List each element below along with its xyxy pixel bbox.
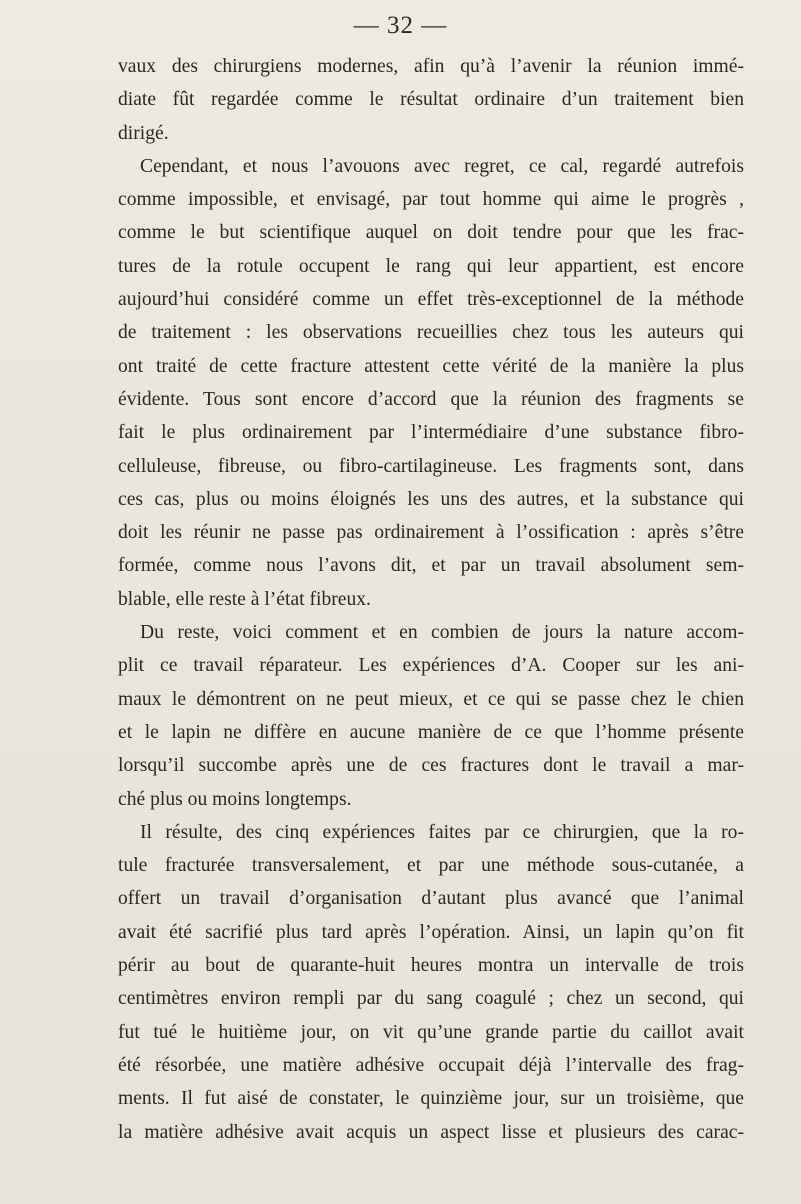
text-line: blable, elle reste à l’état fibreux.	[118, 588, 371, 610]
text-line: vaux des chirurgiens modernes, afin qu’à l’avenir la réunion immé-	[118, 56, 744, 77]
text-line: plit ce travail réparateur. Les expériences d’A. Cooper sur les ani-	[118, 655, 744, 677]
text-line: tures de la rotule occupent le rang qui leur appartient, est encore	[118, 255, 744, 277]
text-line: Il résulte, des cinq expériences faites par ce chirurgien, que la ro-	[140, 821, 744, 843]
text-line: fut tué le huitième jour, on vit qu’une grande partie du caillot avait	[118, 1021, 744, 1043]
text-line: celluleuse, fibreuse, ou fibro-cartilagineuse. Les fragments sont, dans	[118, 455, 744, 477]
text-line: lorsqu’il succombe après une de ces fractures dont le travail a mar-	[118, 755, 744, 777]
text-line: formée, comme nous l’avons dit, et par un travail absolument sem-	[118, 555, 744, 577]
text-line: et le lapin ne diffère en aucune manière de ce que l’homme présente	[118, 721, 744, 743]
text-line: été résorbée, une matière adhésive occupait déjà l’intervalle des frag-	[118, 1054, 744, 1076]
text-line: la matière adhésive avait acquis un aspect lisse et plusieurs des carac-	[118, 1121, 744, 1143]
text-line: ché plus ou moins longtemps.	[118, 788, 352, 810]
page-number: — 32 —	[353, 12, 448, 39]
body-text	[118, 50, 744, 1149]
text-line: centimètres environ rempli par du sang coagulé ; chez un second, qui	[118, 988, 744, 1010]
text-line: maux le démontrent on ne peut mieux, et ce qui se passe chez le chien	[118, 688, 744, 710]
text-line: comme le but scientifique auquel on doit tendre pour que les frac-	[118, 222, 744, 244]
text-line: Du reste, voici comment et en combien de jours la nature accom-	[140, 622, 744, 644]
text-line: de traitement : les observations recueillies chez tous les auteurs qui	[118, 322, 744, 344]
text-line: tule fracturée transversalement, et par une méthode sous-cutanée, a	[118, 855, 744, 877]
text-line: périr au bout de quarante-huit heures montra un intervalle de trois	[118, 955, 744, 977]
text-line: Cependant, et nous l’avouons avec regret, ce cal, regardé autrefois	[140, 155, 744, 177]
text-line: offert un travail d’organisation d’autant plus avancé que l’animal	[118, 888, 744, 910]
text-line: diate fût regardée comme le résultat ordinaire d’un traitement bien	[118, 89, 744, 111]
text-line: fait le plus ordinairement par l’intermédiaire d’une substance fibro-	[118, 422, 744, 444]
text-line: ments. Il fut aisé de constater, le quinzième jour, sur un troisième, que	[118, 1088, 744, 1110]
text-line: aujourd’hui considéré comme un effet très-exceptionnel de la méthode	[118, 289, 744, 311]
text-line: ces cas, plus ou moins éloignés les uns des autres, et la substance qui	[118, 488, 744, 510]
text-line: avait été sacrifié plus tard après l’opération. Ainsi, un lapin qu’on fit	[118, 921, 744, 943]
text-line: ont traité de cette fracture attestent cette vérité de la manière la plus	[118, 355, 744, 377]
text-line: doit les réunir ne passe pas ordinairement à l’ossification : après s’être	[118, 522, 744, 544]
text-line: dirigé.	[118, 122, 169, 144]
text-line: comme impossible, et envisagé, par tout homme qui aime le progrès ,	[118, 189, 744, 211]
text-line: évidente. Tous sont encore d’accord que la réunion des fragments se	[118, 388, 744, 410]
